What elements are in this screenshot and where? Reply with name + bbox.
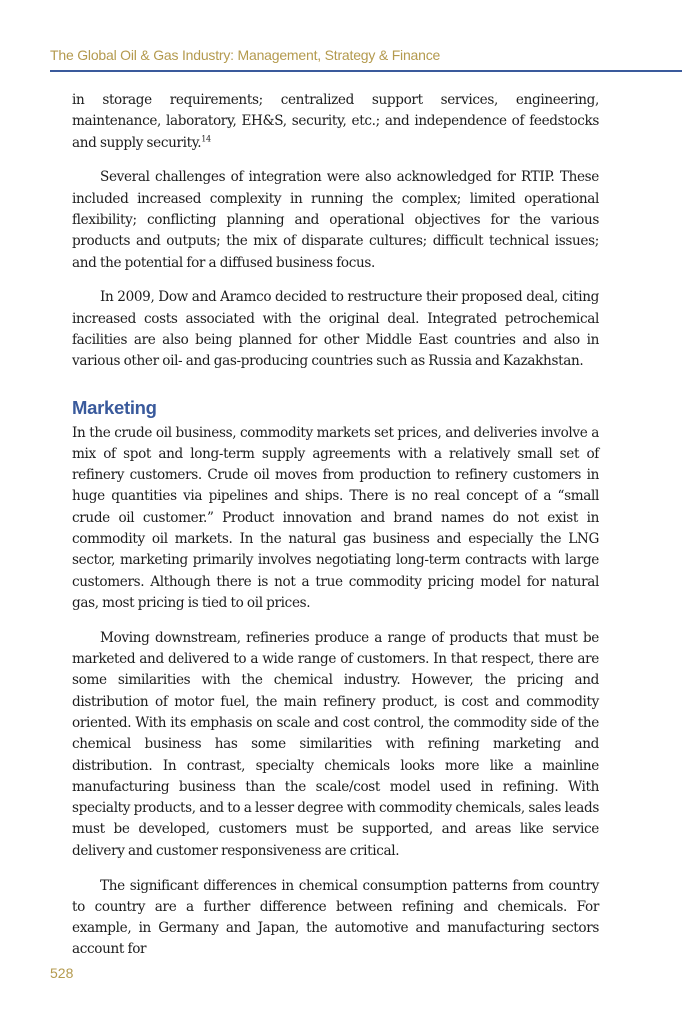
paragraph-1 <box>72 90 599 154</box>
paragraph-6: The significant differences in chemical consumption patterns from country to country are a further difference between refining and chemicals. For example, in Germany and Japan, the automotive and manufacturing sectors account for <box>72 877 599 958</box>
section-heading-marketing: Marketing <box>72 396 157 418</box>
paragraph-4: In the crude oil business, commodity markets set prices, and deliveries involve a mix of spot and long-term supply agreements with a relatively small set of refinery customers. Crude oil moves from production to refinery customers in huge quantities via pipelines and ships. There is no real concept of a “small crude oil customer.” Product innovation and brand names do not exist in commodity oil markets. In the natural gas business and especially the LNG sector, marketing primarily involves negotiating long-term contracts with large customers. Although there is not a true commodity pricing model for natural gas, most pricing is tied to oil prices. <box>72 424 599 611</box>
page-body <box>72 90 599 974</box>
header-rule <box>50 70 682 72</box>
paragraph-1-text: in storage requirements; centralized support services, engineering, maintenance, laboratory, EH&S, security, etc.; and independence of feedstocks and supply security. <box>72 92 599 151</box>
footnote-reference[interactable]: 14 <box>201 134 211 144</box>
paragraph-2: Several challenges of integration were also acknowledged for RTIP. These included increased complexity in running the complex; limited operational flexibility; conflicting planning and operational objectives for the various products and outputs; the mix of disparate cultures; difficult technical issues; and the potential for a diffused business focus. <box>72 169 599 271</box>
paragraph-3: In 2009, Dow and Aramco decided to restructure their proposed deal, citing increased costs associated with the original deal. Integrated petrochemical facilities are also being planned for other Middle East countries and also in various other oil- and gas-producing countries such as Russia and Kazakhstan. <box>72 289 599 370</box>
page-number: 528 <box>50 965 74 981</box>
paragraph-5: Moving downstream, refineries produce a range of products that must be marketed and delivered to a wide range of customers. In that respect, there are some similarities with the chemical industry. However, the pricing and distribution of motor fuel, the main refinery product, is cost and commodity oriented. With its emphasis on scale and cost control, the commodity side of the chemical business has some similarities with refining marketing and distribution. In contrast, specialty chemicals looks more like a mainline manufacturing business than the scale/cost model used in refining. With specialty products, and to a lesser degree with commodity chemicals, sales leads must be developed, customers must be supported, and areas like service delivery and customer responsiveness are critical. <box>72 629 599 859</box>
running-head-title: The Global Oil & Gas Industry: Management, Strategy & Finance <box>50 47 441 63</box>
